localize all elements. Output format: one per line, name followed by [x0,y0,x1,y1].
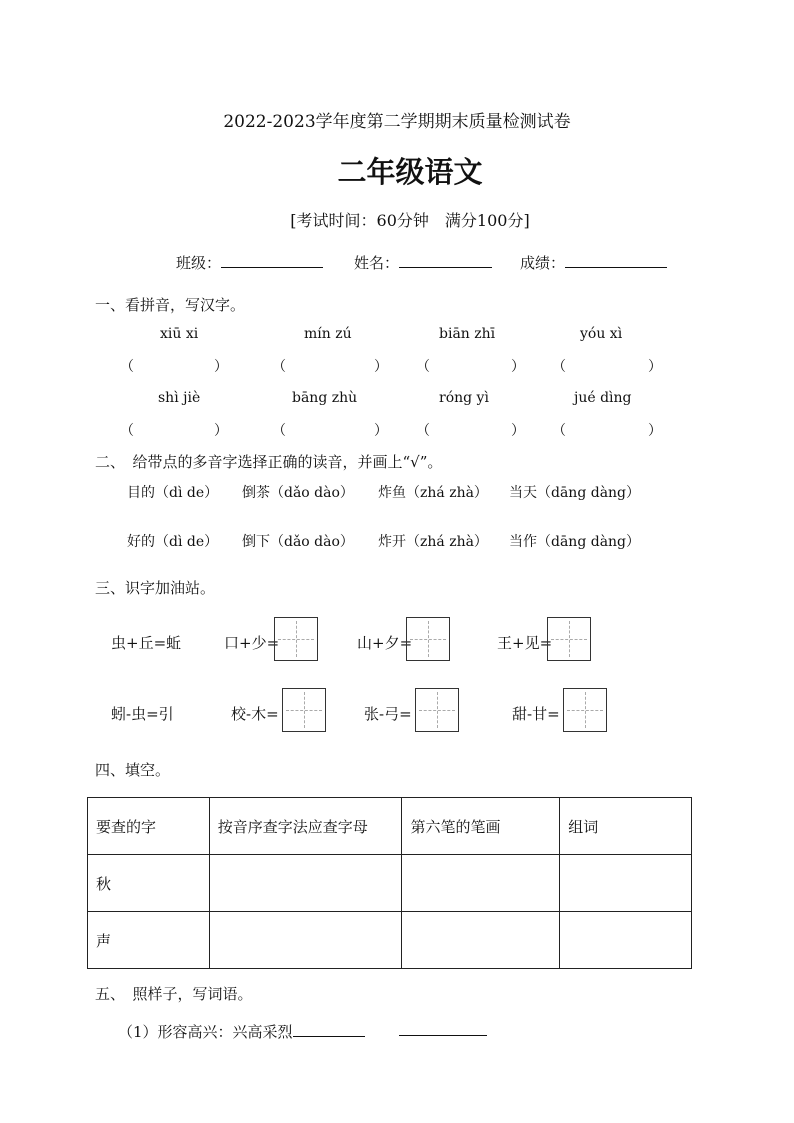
pinyin-item: bāng zhù [292,390,358,406]
table-header-cell: 按音序查字法应查字母 [209,798,402,855]
char-formula: 张-弓= [364,705,412,723]
char-formula: 蚓-虫=引 [111,705,174,723]
fill-table [87,797,692,969]
polyphone-item[interactable]: 倒下（dǎo dào） [242,534,354,550]
answer-paren-open[interactable]: （ [120,359,134,375]
table-answer-cell[interactable] [560,855,692,912]
writing-grid-box[interactable] [415,688,459,732]
table-answer-cell[interactable] [560,912,692,969]
pinyin-item: mín zú [304,326,352,342]
table-header-cell: 组词 [560,798,692,855]
table-answer-cell[interactable] [209,855,402,912]
name-field[interactable] [354,252,492,273]
table-answer-cell[interactable] [209,912,402,969]
word-blank[interactable] [399,1021,487,1036]
exam-subtitle: 2022-2023学年度第二学期期末质量检测试卷 [223,112,571,132]
pinyin-item: shì jiè [158,390,201,406]
table-row [88,912,692,969]
answer-paren-close: ） [511,423,525,439]
answer-paren-close: ） [374,359,388,375]
answer-paren-open[interactable]: （ [552,423,566,439]
name-blank[interactable] [399,253,492,268]
polyphone-item[interactable]: 目的（dì de） [127,485,219,501]
example-item [118,1021,365,1042]
pinyin-item: yóu xì [580,326,623,342]
answer-paren-open[interactable]: （ [272,423,286,439]
table-row [88,855,692,912]
class-blank[interactable] [221,253,323,268]
class-label: 班级： [176,254,222,272]
char-formula: 口+少= [224,634,280,652]
answer-paren-open[interactable]: （ [416,423,430,439]
answer-paren-open[interactable]: （ [120,423,134,439]
polyphone-item[interactable]: 好的（dì de） [127,534,219,550]
polyphone-item[interactable]: 倒茶（dǎo dào） [242,485,354,501]
score-field[interactable] [520,252,667,273]
answer-paren-close: ） [648,423,662,439]
table-char-cell: 秋 [88,855,210,912]
table-answer-cell[interactable] [402,855,560,912]
section2-heading: 二、 给带点的多音字选择正确的读音，并画上“√”。 [95,453,443,471]
word-blank[interactable] [293,1022,365,1037]
writing-grid-box[interactable] [547,617,591,661]
writing-grid-box[interactable] [282,688,326,732]
table-header-row [88,798,692,855]
answer-paren-close: ） [648,359,662,375]
pinyin-item: jué dìng [574,390,632,406]
answer-paren-open[interactable]: （ [272,359,286,375]
page-title: 二年级语文 [337,155,483,189]
polyphone-item[interactable]: 炸鱼（zhá zhà） [378,485,488,501]
answer-paren-close: ） [214,423,228,439]
polyphone-item[interactable]: 当天（dāng dàng） [509,485,641,501]
polyphone-item[interactable]: 炸开（zhá zhà） [378,534,488,550]
pinyin-item: biān zhī [439,326,496,342]
answer-paren-close: ） [511,359,525,375]
writing-grid-box[interactable] [406,617,450,661]
pinyin-item: xiū xi [160,326,199,342]
answer-paren-open[interactable]: （ [552,359,566,375]
table-header-cell: 第六笔的笔画 [402,798,560,855]
name-label: 姓名： [354,254,400,272]
writing-grid-box[interactable] [274,617,318,661]
char-formula: 虫+丘=蚯 [111,634,182,652]
answer-paren-open[interactable]: （ [416,359,430,375]
char-formula: 甜-甘= [512,705,560,723]
score-blank[interactable] [565,253,667,268]
char-formula: 山+夕= [357,634,413,652]
table-header-cell: 要查的字 [88,798,210,855]
score-label: 成绩： [520,254,566,272]
table-char-cell: 声 [88,912,210,969]
section1-heading: 一、看拼音，写汉字。 [95,296,246,314]
writing-grid-box[interactable] [563,688,607,732]
section5-heading: 五、 照样子，写词语。 [95,985,253,1003]
section4-heading: 四、填空。 [95,761,171,779]
pinyin-item: róng yì [439,390,489,406]
class-field[interactable] [176,252,323,273]
exam-info: [考试时间：60分钟 满分100分] [290,211,530,230]
section3-heading: 三、识字加油站。 [95,579,216,597]
char-formula: 王+见= [497,634,553,652]
polyphone-item[interactable]: 当作（dāng dàng） [509,534,641,550]
table-answer-cell[interactable] [402,912,560,969]
char-formula: 校-木= [231,705,279,723]
answer-paren-close: ） [214,359,228,375]
example-text: （1）形容高兴：兴高采烈 [118,1023,293,1041]
answer-paren-close: ） [374,423,388,439]
